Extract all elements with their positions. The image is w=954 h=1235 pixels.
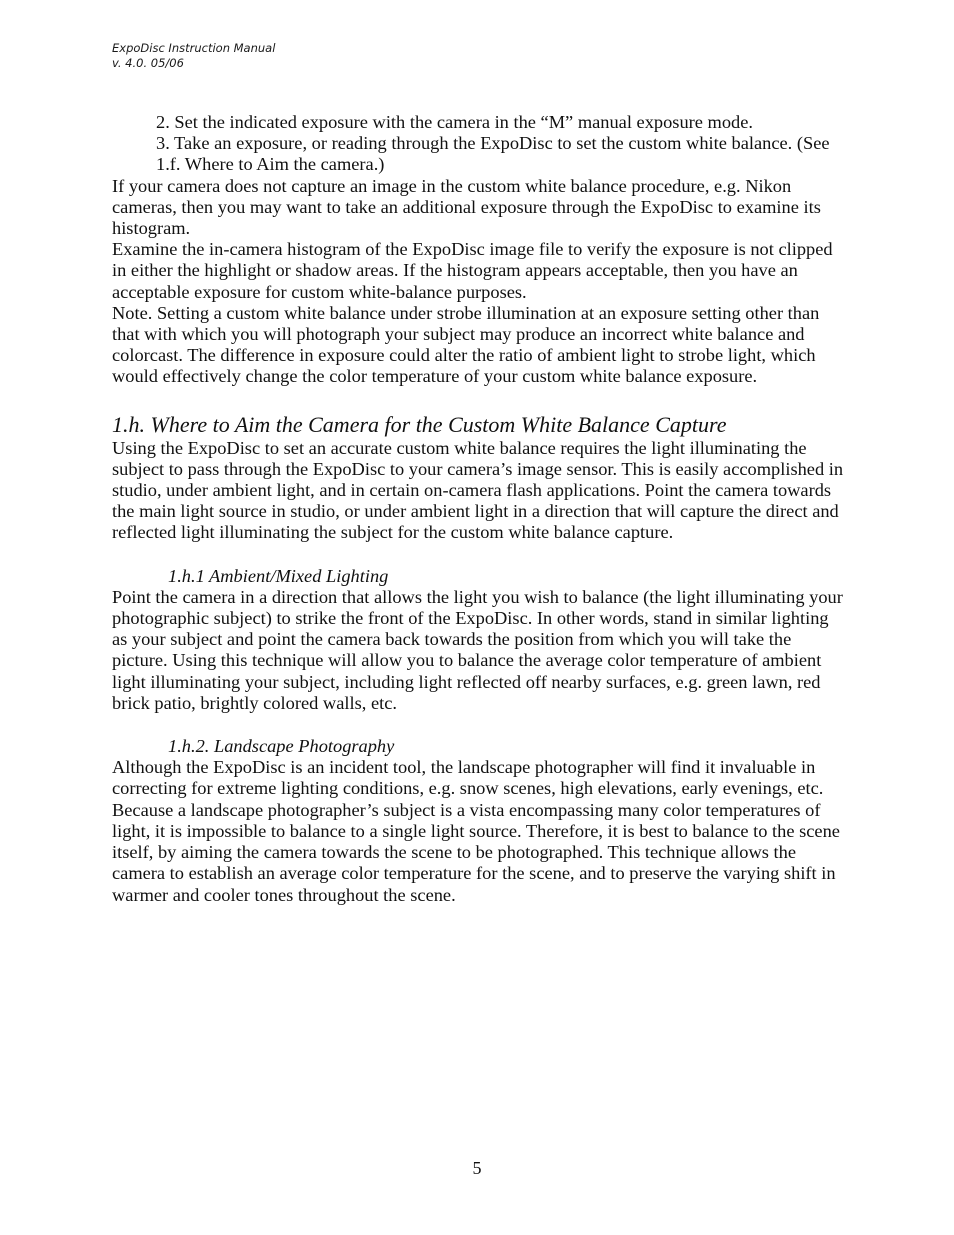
manual-title: ExpoDisc Instruction Manual: [112, 41, 276, 55]
subheading-1h2: 1.h.2. Landscape Photography: [168, 736, 395, 757]
step-2: 2. Set the indicated exposure with the camera in the “M” manual exposure mode.: [156, 112, 753, 132]
paragraph-note: Note. Setting a custom white balance under strobe illumination at an exposure setting other than that with which you will photograph your subject may produce an incorrect white balance and colorcast. The difference in exposure could alter the ratio of ambient light to strobe light, which would effectively change the color temperature of your custom white balance exposure.: [112, 302, 820, 387]
section-body-1h2: Although the ExpoDisc is an incident tool, the landscape photographer will find it invaluable in correcting for extreme lighting conditions, e.g. snow scenes, high elevations, early evenings, etc. Because a landscape photographer’s subject is a vista encompassing many color temperatures of light, it is impossible to balance to a single light source. Therefore, it is best to balance to the scene itself, by aiming the camera towards the scene to be photographed. This technique allows the camera to establish an average color temperature for the scene, and to preserve the varying shift in warmer and cooler tones throughout the scene.: [112, 757, 840, 905]
manual-version: v. 4.0. 05/06: [112, 56, 184, 70]
paragraph-nikon: If your camera does not capture an image in the custom white balance procedure, e.g. Nikon cameras, then you may want to take an additional exposure through the ExpoDisc to examine its histogram.: [112, 175, 821, 239]
step-3: 3. Take an exposure, or reading through the ExpoDisc to set the custom white balance. (See 1.f. Where to Aim the camera.): [156, 133, 830, 175]
subheading-1h1: 1.h.1 Ambient/Mixed Lighting: [168, 565, 389, 586]
section-body-1h1: Point the camera in a direction that allows the light you wish to balance (the light illuminating your photographic subject) to strike the front of the ExpoDisc. In other words, stand in similar lighting as your subject and point the camera back towards the position from which you will take the picture. Using this technique will allow you to balance the average color temperature of ambient light illuminating your subject, including light reflected off nearby surfaces, e.g. green lawn, red brick patio, brightly colored walls, etc.: [112, 586, 843, 713]
procedure-steps: [156, 112, 844, 176]
running-header: [112, 41, 275, 71]
page-content: [112, 112, 844, 906]
page-number: 5: [472, 1158, 482, 1178]
section-body-1h: Using the ExpoDisc to set an accurate custom white balance requires the light illuminating the subject to pass through the ExpoDisc to your camera’s image sensor. This is easily accomplished in studio, under ambient light, and in certain on-camera flash applications. Point the camera towards the main light source in studio, or under ambient light in a direction that will capture the direct and reflected light illuminating the subject for the custom white balance capture.: [112, 437, 844, 543]
section-heading-1h: 1.h. Where to Aim the Camera for the Custom White Balance Capture: [112, 411, 727, 437]
paragraph-histogram: Examine the in-camera histogram of the ExpoDisc image file to verify the exposure is not clipped in either the highlight or shadow areas. If the histogram appears acceptable, then you have an acceptable exposure for custom white-balance purposes.: [112, 239, 833, 302]
